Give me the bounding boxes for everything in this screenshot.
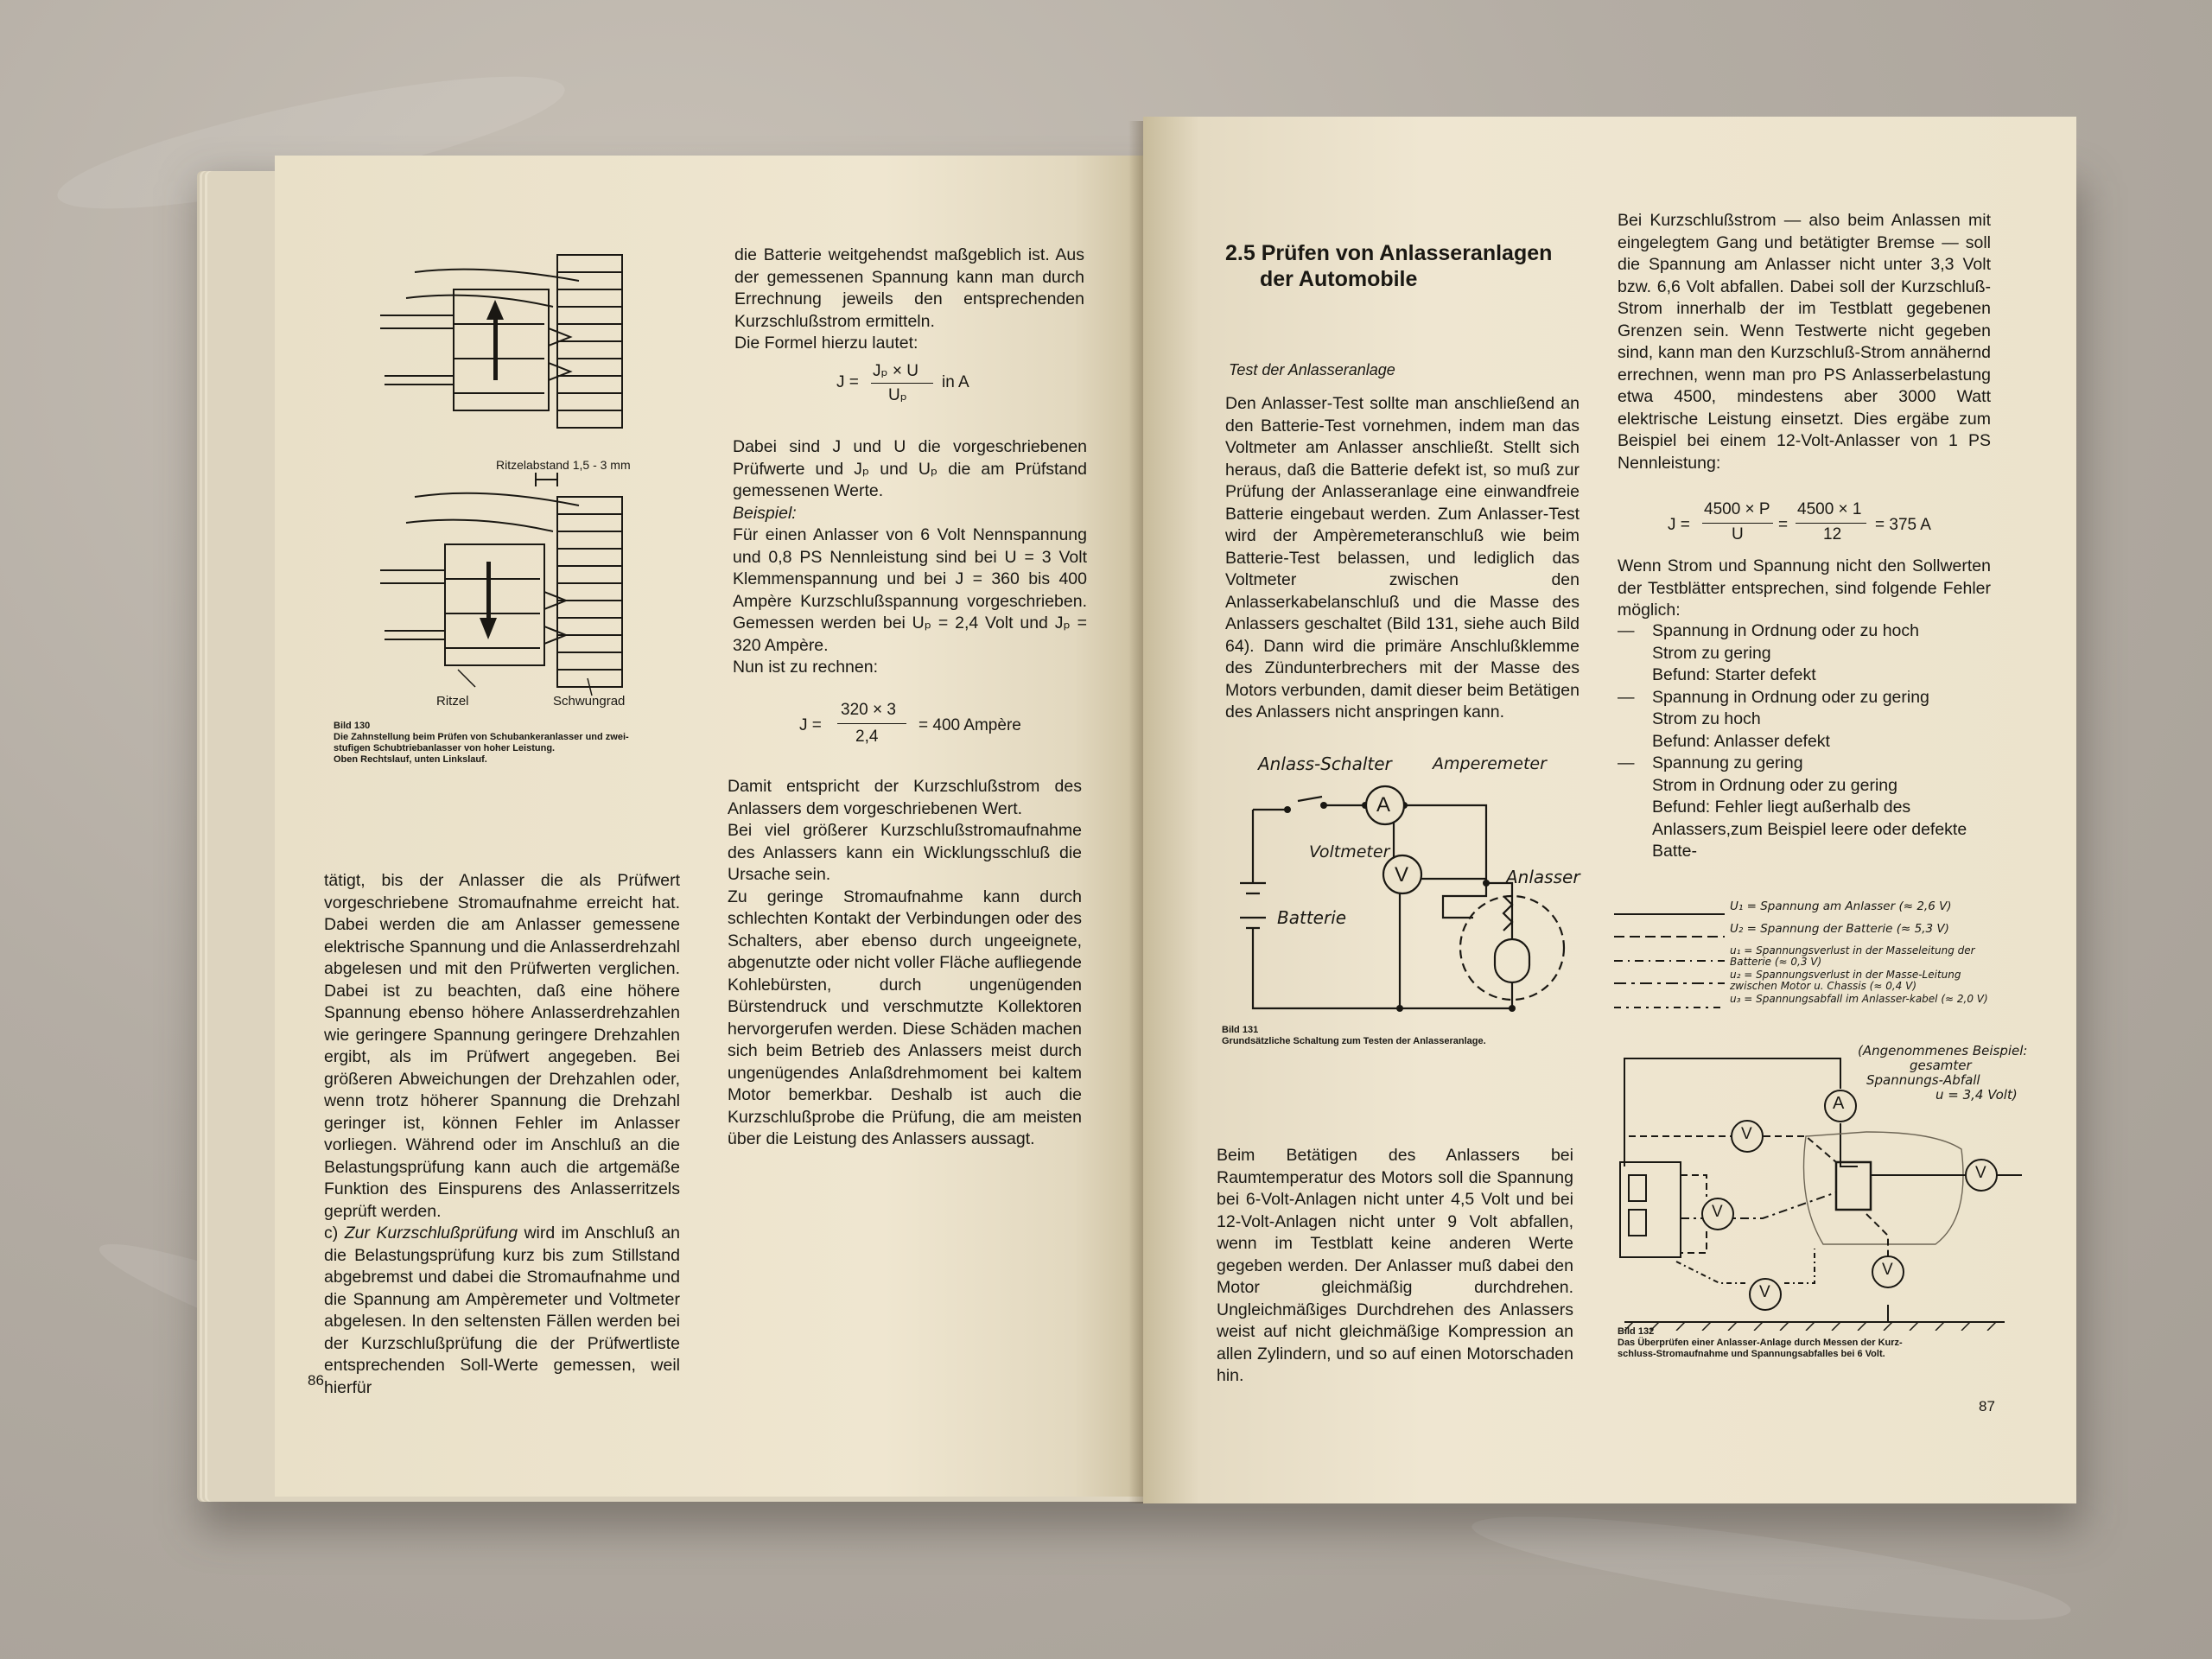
legend-entry: U₂ = Spannung der Batterie (≈ 5,3 V): [1730, 922, 1949, 936]
figure-130-caption-line: Oben Rechtslauf, unten Linkslauf.: [334, 754, 487, 765]
figure-132-ammeter-symbol: A: [1833, 1094, 1845, 1113]
figure-132-caption: Bild 132 Das Überprüfen einer Anlasser-Anlage durch Messen der Kurz- schluss-Stromaufnahme und Spannungsabfalles bei 6 Volt.: [1618, 1326, 1903, 1359]
fault-list: [1618, 620, 1998, 863]
paragraph-c: c) Zur Kurzschlußprüfung wird im Anschluß an die Belastungsprüfung kurz bis zum Stillstand abgebremst und dabei die Stromaufnahme und die Spannung am Ampèremeter und Voltmeter abgelesen. In den seltensten Fällen werden bei der Kurzschlußprüfung die der Prüfwertliste entsprechenden Soll-Werte gemessen, weil hierfür: [324, 1224, 680, 1397]
figure-130-caption-number: Bild 130: [334, 721, 371, 731]
paragraph: Zu geringe Stromaufnahme kann durch schlechten Kontakt der Verbindungen oder des Schalters, aber ebenso durch ungeeignete, abgenutzte oder nicht voller Fläche aufliegende Kohlebürsten, durch ungenügenden Bürstendruck und verschmutzte Kollektoren hervorgerufen werden. Diese Schäden machen sich beim Betrieb des Anlassers meist durch ungenügendes Anlaßdrehmoment bei kaltem Motor bemerkbar. Deshalb ist auch die Kurzschlußprobe die Prüfung, die am meisten über die Leistung des Anlassers aussagt.: [728, 887, 1082, 1148]
figure-131-caption: Bild 131 Grundsätzliche Schaltung zum Testen der Anlasseranlage.: [1222, 1025, 1486, 1046]
legend-entry: u₃ = Spannungsabfall im Anlasser-kabel (≈ 2,0 V): [1730, 993, 1988, 1005]
page-number-86: 86: [308, 1372, 324, 1389]
right-column-2-middle: [1618, 556, 1991, 622]
legend-entry: u₁ = Spannungsverlust in der Masseleitung der Batterie (≈ 0,3 V): [1730, 944, 1975, 968]
figure-132-voltmeter-symbol: V: [1741, 1125, 1752, 1143]
paragraph: Damit entspricht der Kurzschlußstrom des Anlassers dem vorgeschriebenen Wert.: [728, 777, 1082, 818]
figure-130-caption: [334, 721, 696, 766]
figure-130-caption-line: Die Zahnstellung beim Prüfen von Schubankeranlasser und zwei-: [334, 732, 629, 742]
paragraph: Bei viel größerer Kurzschlußstromaufnahme des Anlassers kann ein Wicklungsschluß die Ursache sein.: [728, 821, 1082, 884]
list-item: — Spannung in Ordnung oder zu hoch Strom zu gering Befund: Starter defekt: [1618, 621, 1919, 684]
figure-131-starter-label: Anlasser: [1506, 867, 1580, 887]
formula-intro: Die Formel hierzu lautet:: [734, 334, 918, 353]
figure-131-voltmeter-symbol: V: [1395, 863, 1409, 887]
list-item: — Spannung in Ordnung oder zu gering Strom zu hoch Befund: Anlasser defekt: [1618, 687, 1929, 751]
paragraph: Wenn Strom und Spannung nicht den Sollwerten der Testblätter entsprechen, sind folgende Fehler möglich:: [1618, 556, 1991, 620]
page-number-87: 87: [1979, 1398, 1995, 1414]
paragraph: tätigt, bis der Anlasser die als Prüfwert vorgeschriebene Stromaufnahme erreicht hat. Dabei werden die am Anlasser gemessene elektrische Spannung und die Anlasserdrehzahl abgelesen und mit den Prüfwerten verglichen. Dabei ist zu beachten, daß eine höhere Spannung ebenso höhere Anlasserdrehzahlen wie geringere Spannung geringere Drehzahlen ergibt, als im Prüfwert angegeben. Bei größeren Abweichungen der Drehzahlen oder, wenn trotz höherer Spannung die Drehzahl geringer ist, können Fehler im Anlasser vorliegen. Während oder im Anschluß an die Belastungsprüfung kann auch die artgemäße Funktion des Einspurens des Anlasserritzels geprüft werden.: [324, 871, 680, 1221]
figure-132-voltmeter-symbol: V: [1759, 1283, 1770, 1301]
left-column-2-bottom: [728, 776, 1082, 1151]
left-column-2-top: [734, 245, 1084, 355]
left-column-2-middle: [733, 436, 1087, 679]
example-label: Beispiel:: [733, 503, 797, 523]
figure-132-note: (Angenommenes Beispiel: gesamter Spannungs-Abfall u = 3,4 Volt): [1858, 1043, 2028, 1103]
paragraph: Den Anlasser-Test sollte man anschließend an den Batterie-Test vornehmen, indem man das Voltmeter am Anlasser anschließt. Stellt sich heraus, daß die Batterie defekt ist, so muß zur Prüfung der Anlasseranlage eine einwandfreie Batterie eingebaut werden. Zum Anlasser-Test wird der Ampèremeteranschluß wie beim Batterie-Test belassen, und lediglich das Voltmeter zwischen den Anlasserkabelanschluß und die Masse des Anlassers geschaltet (Bild 131, siehe auch Bild 64). Dann wird die primäre Anschlußklemme des Zündunterbrechers mit der Masse des Motors verbunden, damit dieser beim Betätigen des Anlassers nicht anspringen kann.: [1225, 394, 1580, 721]
list-item: — Spannung zu gering Strom in Ordnung oder zu gering Befund: Fehler liegt außerhalb des Anlassers,zum Beispiel leere oder defekte Batte-: [1618, 753, 1967, 861]
figure-132-voltmeter-symbol: V: [1882, 1261, 1893, 1279]
figure-132-legend-lines: [1614, 904, 1735, 1025]
figure-132-voltmeter-symbol: V: [1712, 1203, 1723, 1221]
paragraph: die Batterie weitgehendst maßgeblich ist. Aus der gemessenen Spannung kann man durch Errechnung jeweils den entsprechenden Kurzschlußstrom ermitteln.: [734, 245, 1084, 331]
figure-130-caption-line: stufigen Schubtriebanlasser von hoher Leistung.: [334, 743, 556, 753]
figure-130-drawing: [380, 246, 709, 704]
figure-131-battery-label: Batterie: [1277, 907, 1347, 928]
calc-intro: Nun ist zu rechnen:: [733, 658, 879, 677]
paragraph: Dabei sind J und U die vorgeschriebenen Prüfwerte und Jₚ und Uₚ die am Prüfstand gemessenen Werte.: [733, 437, 1087, 500]
left-column-1-text: [324, 870, 680, 1399]
paragraph: Beim Betätigen des Anlassers bei Raumtemperatur des Motors soll die Spannung bei 6-Volt-Anlagen nicht unter 4,5 Volt und bei 12-Volt-Anlagen nicht unter 9 Volt abfallen, wenn im Testblatt keine anderen Werte gegeben werden. Der Anlasser muß dabei den Motor gleichmäßig durchdrehen. Ungleichmäßiges Durchdrehen des Anlassers weist auf nicht gleichmäßige Kompression an allen Zylindern, und so auf einen Motorschaden hin.: [1217, 1146, 1573, 1385]
legend-entry: u₂ = Spannungsverlust in der Masse-Leitung zwischen Motor u. Chassis (≈ 0,4 V): [1730, 969, 1961, 992]
figure-132-legend: [1730, 900, 1989, 1005]
paragraph: Für einen Anlasser von 6 Volt Nennspannung und 0,8 PS Nennleistung sind bei U = 3 Volt Klemmenspannung und bei J = 360 bis 400 Ampère Kurzschlußspannung vorgeschrieben. Gemessen werden bei Uₚ = 2,4 Volt und Jₚ = 320 Ampère.: [733, 525, 1087, 655]
figure-131-ammeter-symbol: A: [1376, 793, 1391, 817]
figure-130-flywheel-label: Schwungrad: [553, 694, 626, 709]
right-column-1-bottom: [1217, 1145, 1573, 1388]
legend-entry: U₁ = Spannung am Anlasser (≈ 2,6 V): [1730, 899, 1952, 913]
figure-131-voltmeter-label: Voltmeter: [1309, 842, 1390, 861]
right-column-2-top: [1618, 210, 1991, 474]
figure-130-pinion-label: Ritzel: [436, 694, 469, 709]
figure-130-gap-label: Ritzelabstand 1,5 - 3 mm: [496, 458, 631, 472]
right-column-1-top: [1225, 393, 1580, 724]
figure-132-voltmeter-symbol: V: [1975, 1164, 1986, 1182]
section-heading: 2.5 Prüfen von Anlasseranlagen der Automobile: [1225, 241, 1553, 291]
figure-131-switch-label: Anlass-Schalter: [1258, 753, 1392, 774]
figure-131-ammeter-label: Amperemeter: [1433, 754, 1547, 773]
paragraph: Bei Kurzschlußstrom — also beim Anlassen mit eingelegtem Gang und betätigter Bremse — soll die Spannung am Anlasser nicht unter 3,3 Volt bzw. 6,6 Volt abfallen. Dabei soll der Kurzschluß-Strom innerhalb der im Testblatt gegebenen Grenzen sein. Wenn Testwerte nicht gegeben sind, kann man den Kurzschluß-Strom annähernd errechnen, wenn man pro PS Anlasserbelastung etwa 4500, mindestens aber 3000 Watt elektrische Leistung einsetzt. Dies ergäbe zum Beispiel bei einem 12-Volt-Anlasser von 1 PS Nennleistung:: [1618, 211, 1991, 473]
subheading: Test der Anlasseranlage: [1229, 361, 1395, 378]
